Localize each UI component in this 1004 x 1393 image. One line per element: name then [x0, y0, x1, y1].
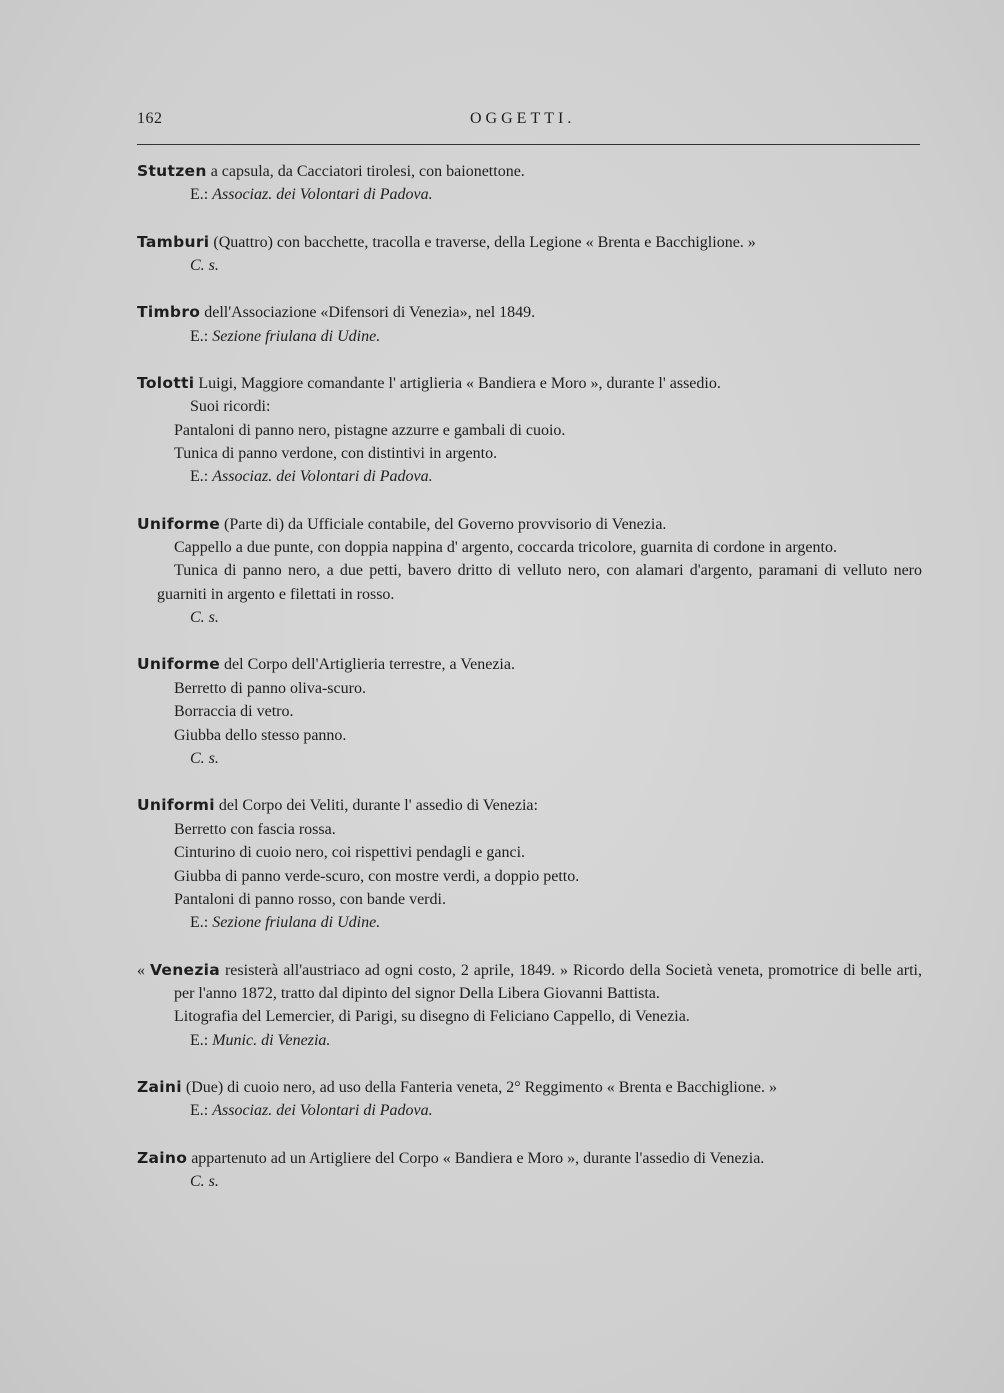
entry-text: del Corpo dei Veliti, durante l' assedio di Venezia: [214, 797, 538, 815]
entry-text: (Quattro) con bacchette, tracolla e traverse, della Legione « Brenta e Bacchiglione. » [209, 233, 756, 251]
entry-source: C. s. [190, 609, 219, 627]
page-number: 162 [137, 110, 163, 127]
catalog-entries [137, 160, 922, 1217]
source-label: E.: [190, 1031, 213, 1049]
source-label: E.: [190, 914, 213, 932]
source-label: E.: [190, 468, 213, 486]
entry-prefix: « [137, 961, 150, 979]
page-header [137, 110, 920, 134]
entry-source: C. s. [190, 750, 219, 768]
entry-source: Munic. di Venezia. [212, 1031, 331, 1049]
running-title: OGGETTI. [470, 110, 576, 127]
entry-paragraph: Tunica di panno nero, a due petti, bavero dritto di velluto nero, con alamari d'argento, paramani di velluto nero guarniti in argento e filettati in rosso. [157, 562, 922, 603]
entry-text: (Due) di cuoio nero, ad uso della Fanteria veneta, 2° Reggimento « Brenta e Bacchiglione. » [181, 1078, 777, 1096]
source-label: E.: [190, 1102, 213, 1120]
entry-tamburi [137, 231, 922, 278]
entry-lemma: Uniformi [137, 796, 215, 815]
entry-venezia [137, 959, 922, 1053]
entry-line: Berretto di panno oliva-scuro. [174, 679, 366, 697]
source-label: E.: [190, 327, 213, 345]
header-rule [137, 144, 920, 145]
entry-line: Suoi ricordi: [190, 398, 271, 416]
entry-zaino [137, 1147, 922, 1194]
entry-uniformi-veliti [137, 794, 922, 934]
entry-text: (Parte di) da Ufficiale contabile, del Governo provvisorio di Venezia. [220, 515, 667, 533]
entry-lemma: Zaino [137, 1148, 188, 1167]
entry-line: Giubba di panno verde-scuro, con mostre verdi, a doppio petto. [174, 867, 580, 885]
entry-source: Associaz. dei Volontari di Padova. [212, 186, 433, 204]
source-label: E.: [190, 186, 213, 204]
entry-tolotti [137, 372, 922, 489]
entry-line: Pantaloni di panno rosso, con bande verdi. [174, 890, 446, 908]
entry-line: Borraccia di vetro. [174, 703, 294, 721]
entry-lemma: Zaini [137, 1077, 182, 1096]
entry-source: Associaz. dei Volontari di Padova. [212, 1102, 433, 1120]
entry-paragraph: Cappello a due punte, con doppia nappina d' argento, coccarda tricolore, guarnita di cordone in argento. [174, 539, 837, 557]
entry-lemma: Tamburi [137, 232, 210, 251]
entry-source: Sezione friulana di Udine. [212, 914, 381, 932]
entry-text: Luigi, Maggiore comandante l' artiglieria « Bandiera e Moro », durante l' assedio. [194, 374, 721, 392]
entry-source: C. s. [190, 257, 219, 275]
entry-lemma: Uniforme [137, 655, 221, 674]
entry-text: a capsula, da Cacciatori tirolesi, con baionettone. [206, 163, 525, 180]
entry-line: Giubba dello stesso panno. [174, 726, 347, 744]
entry-source: C. s. [190, 1172, 219, 1190]
entry-zaini [137, 1076, 922, 1123]
entry-uniforme-artiglieria [137, 653, 922, 770]
entry-text: resisterà all'austriaco ad ogni costo, 2 aprile, 1849. » Ricordo della Società veneta, promotrice di belle arti, per l'anno 1872, tratto dal dipinto del signor Della Libera Giovanni Battista. [174, 961, 923, 1002]
entry-line: Tunica di panno verdone, con distintivi in argento. [174, 445, 498, 463]
entry-text: dell'Associazione «Difensori di Venezia», nel 1849. [200, 304, 536, 322]
entry-line: Pantaloni di panno nero, pistagne azzurre e gambali di cuoio. [174, 421, 566, 439]
entry-source: Sezione friulana di Udine. [212, 327, 381, 345]
entry-lemma: Timbro [137, 303, 201, 322]
entry-text: del Corpo dell'Artiglieria terrestre, a Venezia. [220, 656, 515, 674]
entry-stutzen [137, 160, 922, 207]
entry-paragraph: Litografia del Lemercier, di Parigi, su disegno di Feliciano Cappello, di Venezia. [174, 1008, 690, 1026]
entry-lemma: Venezia [149, 960, 221, 979]
entry-lemma: Stutzen [137, 162, 207, 180]
entry-timbro [137, 301, 922, 348]
entry-line: Berretto con fascia rossa. [174, 820, 336, 838]
entry-uniforme-contabile [137, 513, 922, 630]
entry-lemma: Uniforme [137, 514, 221, 533]
entry-lemma: Tolotti [137, 373, 195, 392]
entry-source: Associaz. dei Volontari di Padova. [212, 468, 433, 486]
entry-text: appartenuto ad un Artigliere del Corpo « Bandiera e Moro », durante l'assedio di Venezia. [187, 1149, 765, 1167]
entry-line: Cinturino di cuoio nero, coi rispettivi pendagli e ganci. [174, 844, 526, 862]
